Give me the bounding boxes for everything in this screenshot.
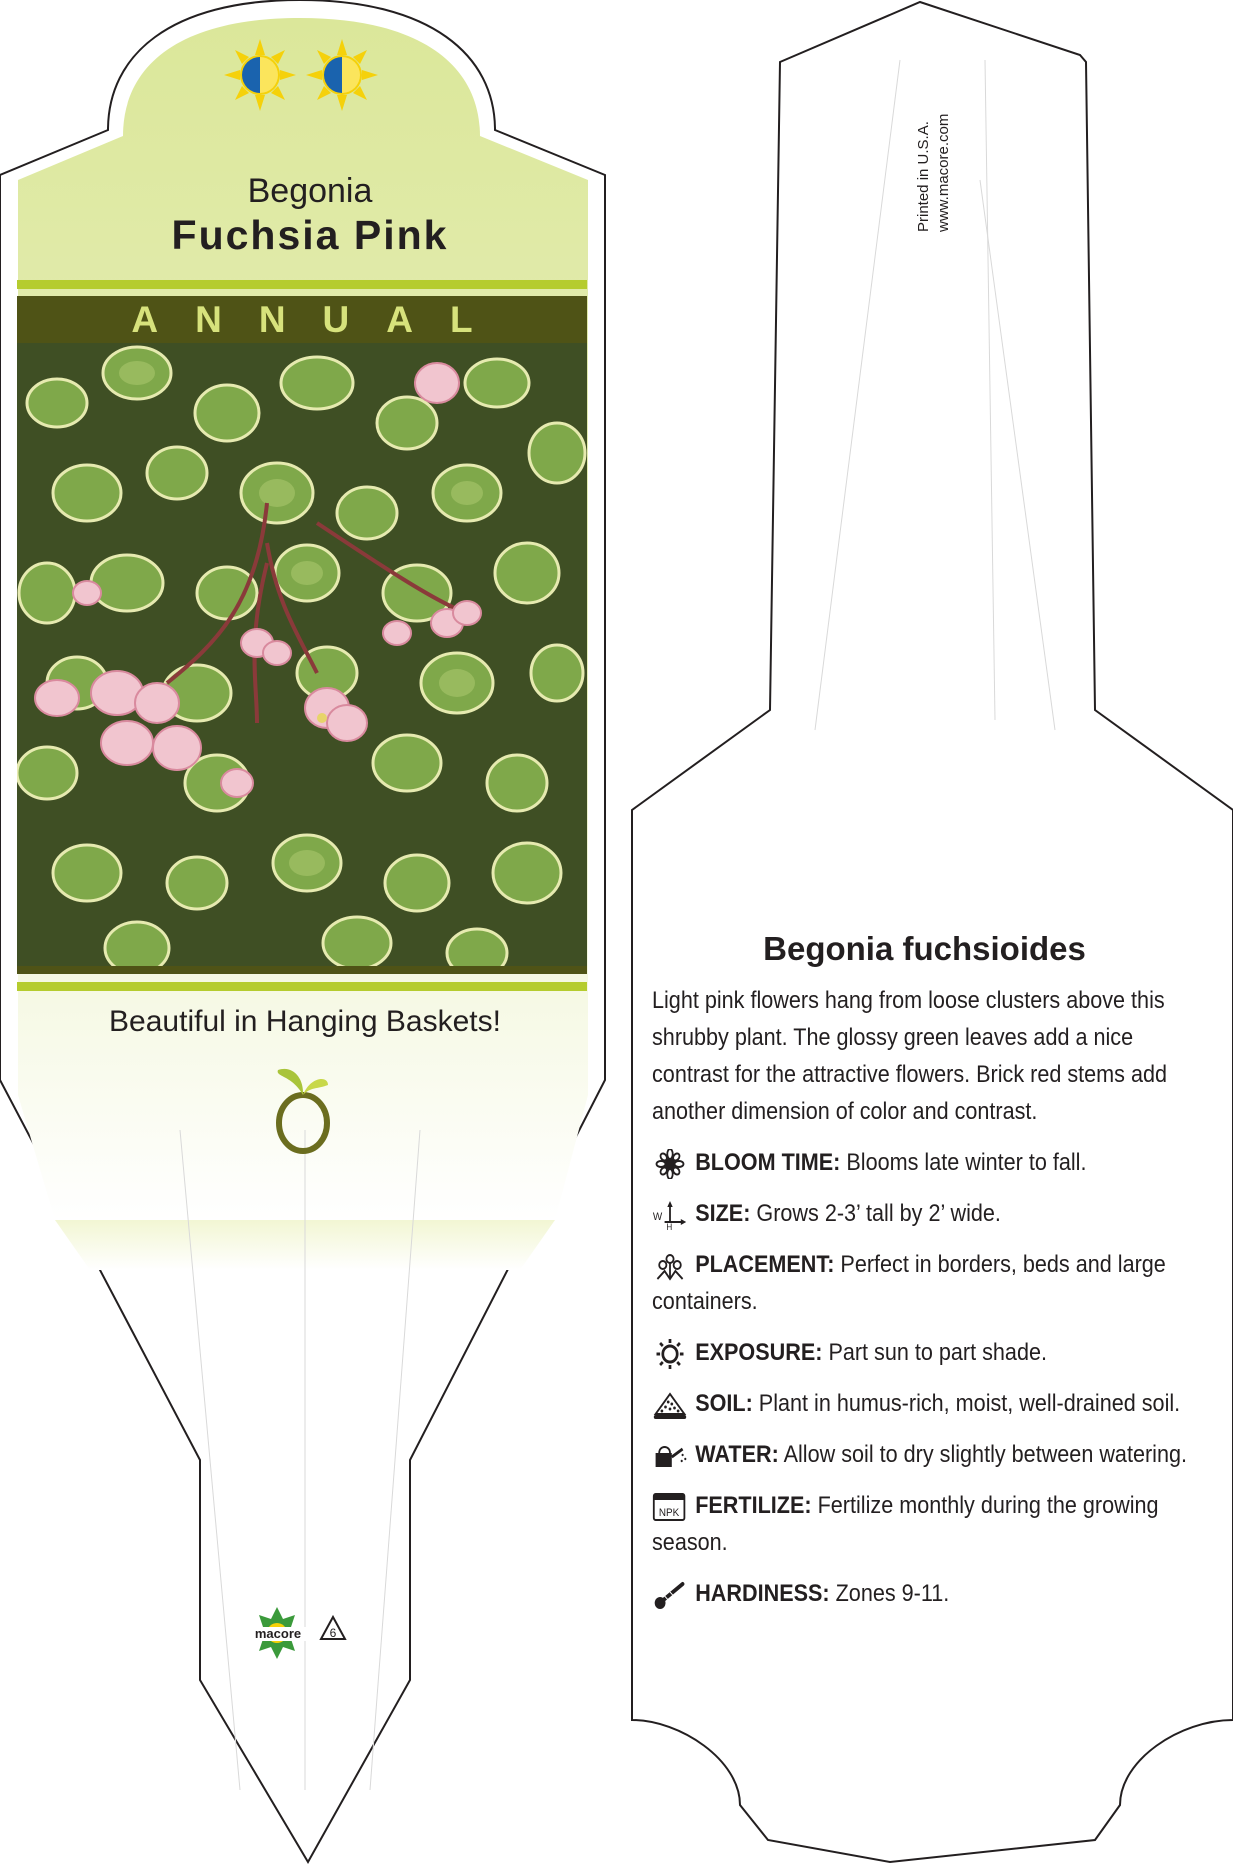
care-label: SOIL: [695, 1390, 753, 1417]
flower-icon [652, 1149, 688, 1179]
care-label: EXPOSURE: [695, 1339, 823, 1366]
part-sun-icon [306, 39, 378, 111]
description: Light pink flowers hang from loose clusters above this shrubby plant. The glossy green leaves add a nice contrast for the attractive flowers. Brick red stems add another dimension of color and contrast. [652, 987, 1167, 1125]
latin-name: Begonia fuchsioides [763, 930, 1086, 967]
care-text: Grows 2-3’ tall by 2’ wide. [756, 1200, 1001, 1227]
npk-icon [652, 1492, 688, 1522]
care-text: Plant in humus-rich, moist, well-drained soil. [758, 1390, 1181, 1417]
sprout-logo-icon [270, 1065, 336, 1155]
top-accent-bar [17, 280, 587, 289]
website-label: www.macore.com [935, 113, 952, 232]
care-label: WATER: [695, 1441, 779, 1468]
care-text: Part sun to part shade. [828, 1339, 1047, 1366]
care-label: FERTILIZE: [695, 1492, 812, 1519]
care-label: SIZE: [695, 1200, 751, 1227]
part-sun-icon [224, 39, 296, 111]
care-label: PLACEMENT: [695, 1251, 835, 1278]
plant-common-name: Begonia [247, 172, 373, 210]
recycle-code: 6 [329, 1626, 337, 1640]
care-hardiness [652, 1575, 1197, 1612]
thermometer-icon [652, 1580, 688, 1610]
watering-can-icon [652, 1441, 688, 1471]
width-letter: W [652, 1211, 663, 1223]
care-bloom-time [652, 1144, 1197, 1181]
care-text: Allow soil to dry slightly between watering. [783, 1441, 1187, 1468]
category-band: ANNUAL [17, 296, 587, 344]
care-placement [652, 1246, 1197, 1320]
print-info [915, 92, 955, 242]
care-text: Blooms late winter to fall. [846, 1149, 1087, 1176]
care-soil [652, 1385, 1197, 1422]
care-size [652, 1195, 1197, 1232]
npk-label: NPK [658, 1507, 680, 1519]
care-text: Perfect in borders, beds and large containers. [652, 1251, 1166, 1315]
height-letter: H [666, 1221, 673, 1230]
macore-brand: macore [254, 1626, 302, 1641]
size-icon [652, 1200, 688, 1230]
bottom-accent-bar [17, 982, 587, 991]
back-content [652, 930, 1197, 1612]
soil-icon [652, 1390, 688, 1420]
tagline: Beautiful in Hanging Baskets! [109, 1005, 501, 1038]
placement-icon [652, 1251, 688, 1281]
sun-icon [652, 1339, 688, 1369]
plant-photo [17, 343, 587, 966]
care-fertilize [652, 1487, 1197, 1561]
printed-in-label: Printed in U.S.A. [915, 121, 932, 232]
plant-cultivar-name: Fuchsia Pink [171, 212, 449, 258]
exposure-icons [222, 38, 382, 113]
care-exposure [652, 1334, 1197, 1371]
care-water [652, 1436, 1197, 1473]
care-text: Zones 9-11. [835, 1580, 950, 1607]
care-label: HARDINESS: [695, 1580, 830, 1607]
macore-star-icon [245, 1605, 365, 1665]
care-text: Fertilize monthly during the growing season. [652, 1492, 1159, 1556]
care-label: BLOOM TIME: [695, 1149, 841, 1176]
macore-logo [245, 1605, 365, 1670]
begonia-photo-illustration [17, 343, 587, 966]
